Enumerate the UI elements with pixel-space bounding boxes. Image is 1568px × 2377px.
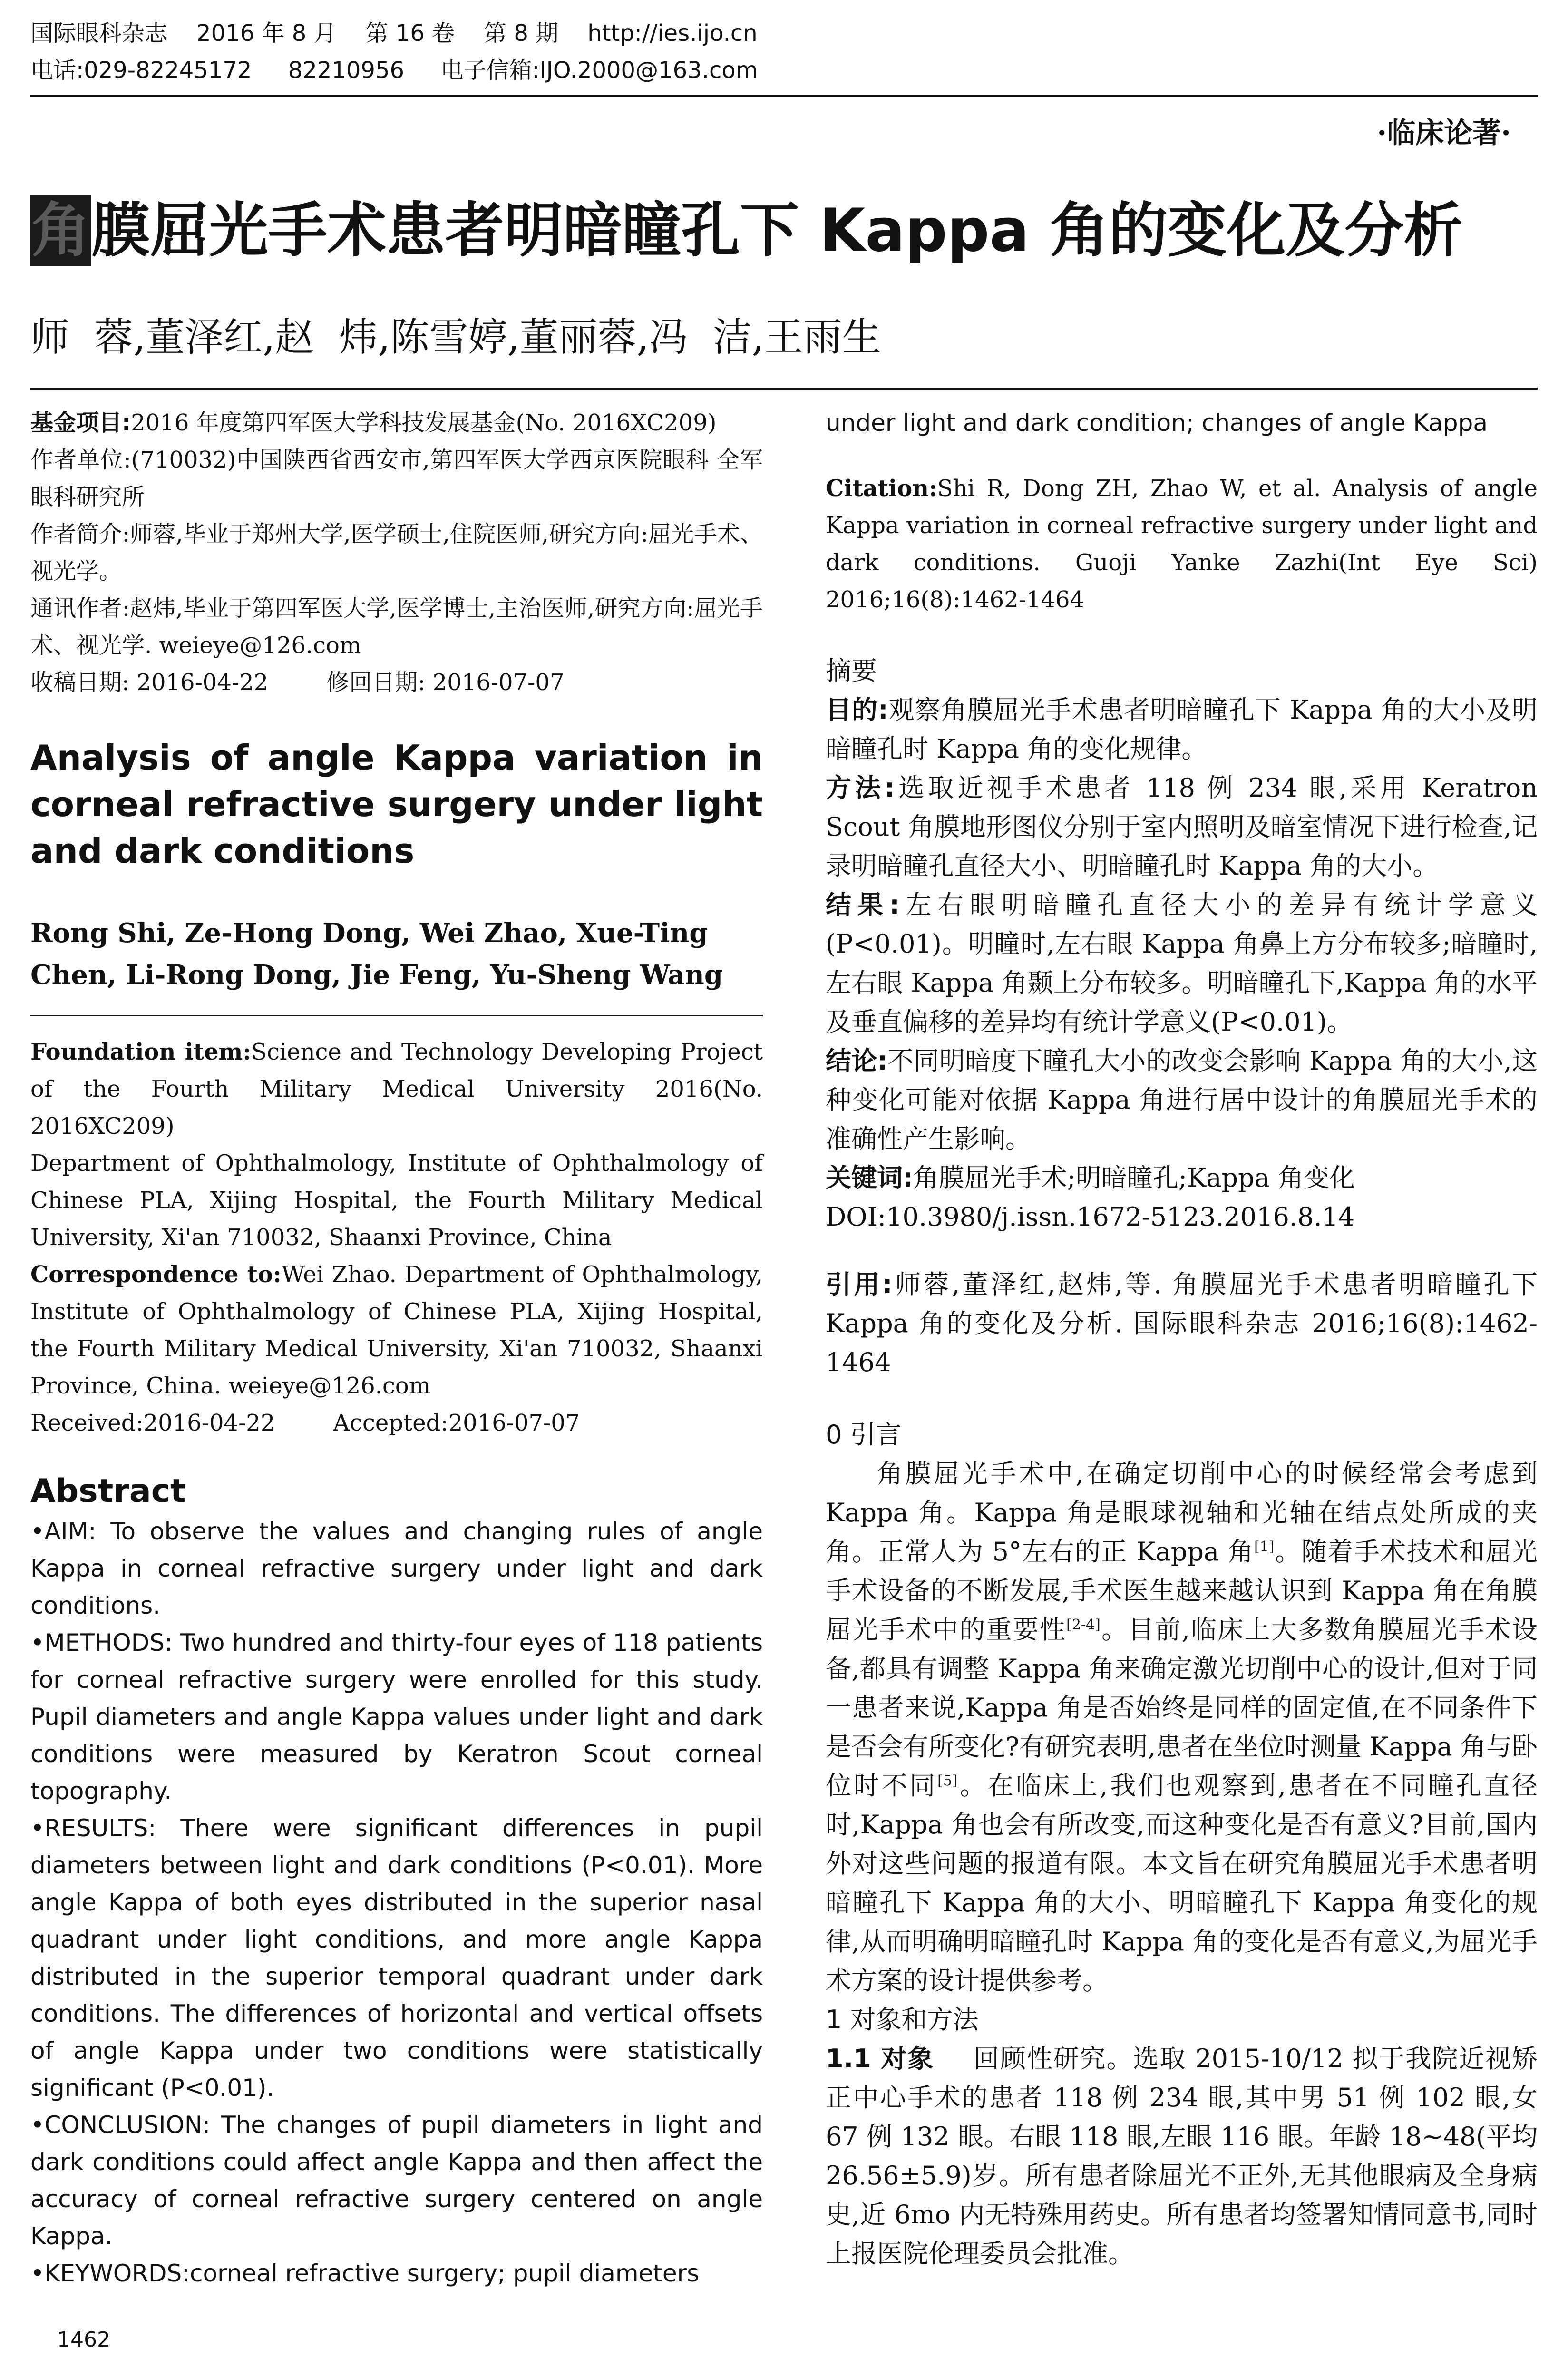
correspondence-label: Correspondence to: [30, 1261, 282, 1288]
intro-text-1: 角膜屈光手术中,在确定切削中心的时候经常会考虑到 Kappa 角。Kappa 角是眼球视轴和光轴在结点处所成的夹角。正常人为 5°左右的正 Kappa 角 [826, 1459, 1538, 1567]
english-authors: Rong Shi, Ze-Hong Dong, Wei Zhao, Xue-Ting Chen, Li-Rong Dong, Jie Feng, Yu-Sheng Wang [30, 917, 723, 991]
fund-label: 基金项目: [30, 409, 131, 436]
department: Department of Ophthalmology, Institute of Ophthalmology of Chinese PLA, Xijing Hospital, the Fourth Military Medical University, Xi'an 710032, Shaanxi Province, China [30, 1150, 763, 1251]
journal-url[interactable]: http://ies.ijo.cn [587, 20, 758, 47]
doi[interactable]: DOI:10.3980/j.issn.1672-5123.2016.8.14 [826, 1202, 1355, 1232]
abstract-aim: •AIM: To observe the values and changing rules of angle Kappa in corneal refractive surgery under light and dark conditions. [30, 1518, 763, 1619]
subjects-heading: 1.1 对象 [826, 2044, 935, 2074]
section-label: ·临床论著· [1377, 117, 1511, 150]
journal-header-line1 [30, 19, 758, 48]
abstract-cn-keywords [826, 1159, 1538, 1198]
cite-label: 引用: [826, 1269, 893, 1299]
abstract-keywords: •KEYWORDS:corneal refractive surgery; pupil diameters [30, 2260, 700, 2287]
citation-en [826, 470, 1538, 618]
intro-label: 作者简介: [30, 521, 130, 547]
fund-info [30, 404, 763, 441]
keywords-label: 关键词: [826, 1163, 913, 1193]
abstract-cn-conclusion [826, 1042, 1538, 1159]
issue-info: 2016 年 8 月 第 16 卷 第 8 期 [196, 20, 559, 47]
keywords-text: 角膜屈光手术;明暗瞳孔;Kappa 角变化 [913, 1163, 1355, 1193]
abstract-methods: •METHODS: Two hundred and thirty-four eyes of 118 patients for corneal refractive surgery were enrolled for this study. Pupil diameters and angle Kappa values under light and dark conditions were measured by Keratron Scout corneal topography. [30, 1629, 763, 1805]
intro-text: 师蓉,毕业于郑州大学,医学硕士,住院医师,研究方向:屈光手术、视光学。 [30, 521, 763, 585]
methods-label: 方法: [826, 773, 895, 803]
abstract-conclusion: •CONCLUSION: The changes of pupil diameters in light and dark conditions could affect angle Kappa and then affect the accuracy of corneal refractive surgery centered on angle Kappa. [30, 2111, 763, 2250]
corr-text: 赵炜,毕业于第四军医大学,医学博士,主治医师,研究方向:屈光手术、视光学. weieye@126.com [30, 595, 763, 659]
ref-1[interactable]: [1] [1254, 1539, 1275, 1555]
keywords-continued: under light and dark condition; changes of angle Kappa [826, 409, 1488, 437]
abstract-results: •RESULTS: There were significant differences in pupil diameters between light and dark conditions (P<0.01). More angle Kappa of both eyes distributed in the superior nasal quadrant under light conditions, and more angle Kappa distributed in the superior temporal quadrant under dark conditions. The differences of horizontal and vertical offsets of angle Kappa under two conditions were statistically significant (P<0.01). [30, 1814, 763, 2102]
subjects-paragraph [826, 2039, 1538, 2273]
left-column [30, 404, 763, 2292]
methods-heading: 1 对象和方法 [826, 2005, 979, 2035]
intro-heading: 0 引言 [826, 1420, 902, 1450]
methods-text: 选取近视手术患者 118 例 234 眼,采用 Keratron Scout 角膜地形图仪分别于室内照明及暗室情况下进行检查,记录明暗瞳孔直径大小、明暗瞳孔时 Kappa 角的大小。 [826, 773, 1538, 881]
abstract-cn-aim [826, 691, 1538, 769]
right-column [826, 404, 1538, 2273]
subjects-text: 回顾性研究。选取 2015-10/12 拟于我院近视矫正中心手术的患者 118 例 234 眼,其中男 51 例 102 眼,女 67 例 132 眼。右眼 118 眼,左眼 116 眼。年龄 18~48(平均 26.56±5.9)岁。所有患者除屈光不正外,无其他眼病及全身病史,近 6mo 内无特殊用药史。所有患者均签署知情同意书,同时上报医院伦理委员会批准。 [826, 2044, 1538, 2269]
email[interactable]: 电子信箱:IJO.2000@163.com [440, 57, 758, 84]
authors-cn: 师 蓉,董泽红,赵 炜,陈雪婷,董丽蓉,冯 洁,王雨生 [30, 315, 881, 360]
abstract-heading: Abstract [30, 1472, 186, 1510]
article-title [30, 195, 1462, 266]
abstract-cn-results [826, 886, 1538, 1042]
phone: 电话:029-82245172 [30, 57, 252, 84]
corr-label: 通讯作者: [30, 595, 130, 622]
fund-text: 2016 年度第四军医大学科技发展基金(No. 2016XC209) [131, 409, 717, 436]
abstract-cn-methods [826, 769, 1538, 886]
conclusion-label: 结论: [826, 1046, 888, 1076]
conclusion-text: 不同明暗度下瞳孔大小的改变会影响 Kappa 角的大小,这种变化可能对依据 Kappa 角进行居中设计的角膜屈光手术的准确性产生影响。 [826, 1046, 1538, 1154]
unit-text: (710032)中国陕西省西安市,第四军医大学西京医院眼科 全军眼科研究所 [30, 447, 763, 510]
results-label: 结果: [826, 890, 900, 920]
citation-text: Shi R, Dong ZH, Zhao W, et al. Analysis of angle Kappa variation in corneal refractive surgery under light and dark conditions. Guoji Yanke Zazhi(Int Eye Sci) 2016;16(8):1462-1464 [826, 475, 1538, 613]
intro-text-2: 。随着手术技术和屈光手术设备的不断发展,手术医生越来越认识到 Kappa 角在角膜屈光手术中的重要性 [826, 1537, 1538, 1645]
header-rule [30, 95, 1538, 97]
ref-3[interactable]: [5] [937, 1773, 958, 1789]
ref-2[interactable]: [2-4] [1066, 1617, 1101, 1633]
aim-label: 目的: [826, 695, 888, 725]
corresponding-author [30, 590, 763, 664]
foundation-item [30, 1033, 763, 1145]
citation-label: Citation: [826, 475, 937, 502]
received-en: Received:2016-04-22 Accepted:2016-07-07 [30, 1410, 580, 1436]
unit-label: 作者单位: [30, 447, 131, 473]
title-first-char: 角 [30, 195, 91, 266]
intro-text-4: 。在临床上,我们也观察到,患者在不同瞳孔直径时,Kappa 角也会有所改变,而这种变化是否有意义?目前,国内外对这些问题的报道有限。本文旨在研究角膜屈光手术患者明暗瞳孔下 Kappa 角的大小、明暗瞳孔下 Kappa 角变化的规律,从而明确明暗瞳孔时 Kappa 角的变化是否有意义,为屈光手术方案的设计提供参考。 [826, 1771, 1538, 1996]
journal-header-line2 [30, 56, 758, 85]
author-intro [30, 516, 763, 590]
title-rule [30, 388, 1538, 390]
cite-cn [826, 1265, 1538, 1382]
abstract-cn-heading: 摘要 [826, 656, 877, 686]
english-title: Analysis of angle Kappa variation in corneal refractive surgery under light and dark conditions [30, 738, 763, 871]
foundation-label: Foundation item: [30, 1039, 252, 1065]
intro-paragraph [826, 1454, 1538, 2000]
received-cn: 收稿日期: 2016-04-22 修回日期: 2016-07-07 [30, 669, 565, 696]
cite-text: 师蓉,董泽红,赵炜,等. 角膜屈光手术患者明暗瞳孔下 Kappa 角的变化及分析. 国际眼科杂志 2016;16(8):1462-1464 [826, 1269, 1538, 1377]
correspondence-text: Wei Zhao. Department of Ophthalmology, Institute of Ophthalmology of Chinese PLA, Xijing Hospital, the Fourth Military Medical University, Xi'an 710032, Shaanxi Province, China. weieye@126.com [30, 1261, 763, 1399]
results-text: 左右眼明暗瞳孔直径大小的差异有统计学意义(P<0.01)。明瞳时,左右眼 Kappa 角鼻上方分布较多;暗瞳时,左右眼 Kappa 角颞上分布较多。明暗瞳孔下,Kappa 角的水平及垂直偏移的差异均有统计学意义(P<0.01)。 [826, 890, 1538, 1037]
title-rest: 膜屈光手术患者明暗瞳孔下 Kappa 角的变化及分析 [91, 196, 1463, 265]
page-number: 1462 [57, 2328, 110, 2352]
correspondence [30, 1256, 763, 1404]
aim-text: 观察角膜屈光手术患者明暗瞳孔下 Kappa 角的大小及明暗瞳孔时 Kappa 角的变化规律。 [826, 695, 1538, 764]
intro-text-3: 。目前,临床上大多数角膜屈光手术设备,都具有调整 Kappa 角来确定激光切削中心的设计,但对于同一患者来说,Kappa 角是否始终是同样的固定值,在不同条件下是否会有所变化?有研究表明,患者在坐位时测量 Kappa 角与卧位时不同 [826, 1615, 1538, 1801]
phone2: 82210956 [288, 57, 405, 84]
foundation-text: Science and Technology Developing Project of the Fourth Military Medical University 2016(No. 2016XC209) [30, 1039, 763, 1140]
journal-name: 国际眼科杂志 [30, 20, 168, 47]
author-unit [30, 441, 763, 516]
